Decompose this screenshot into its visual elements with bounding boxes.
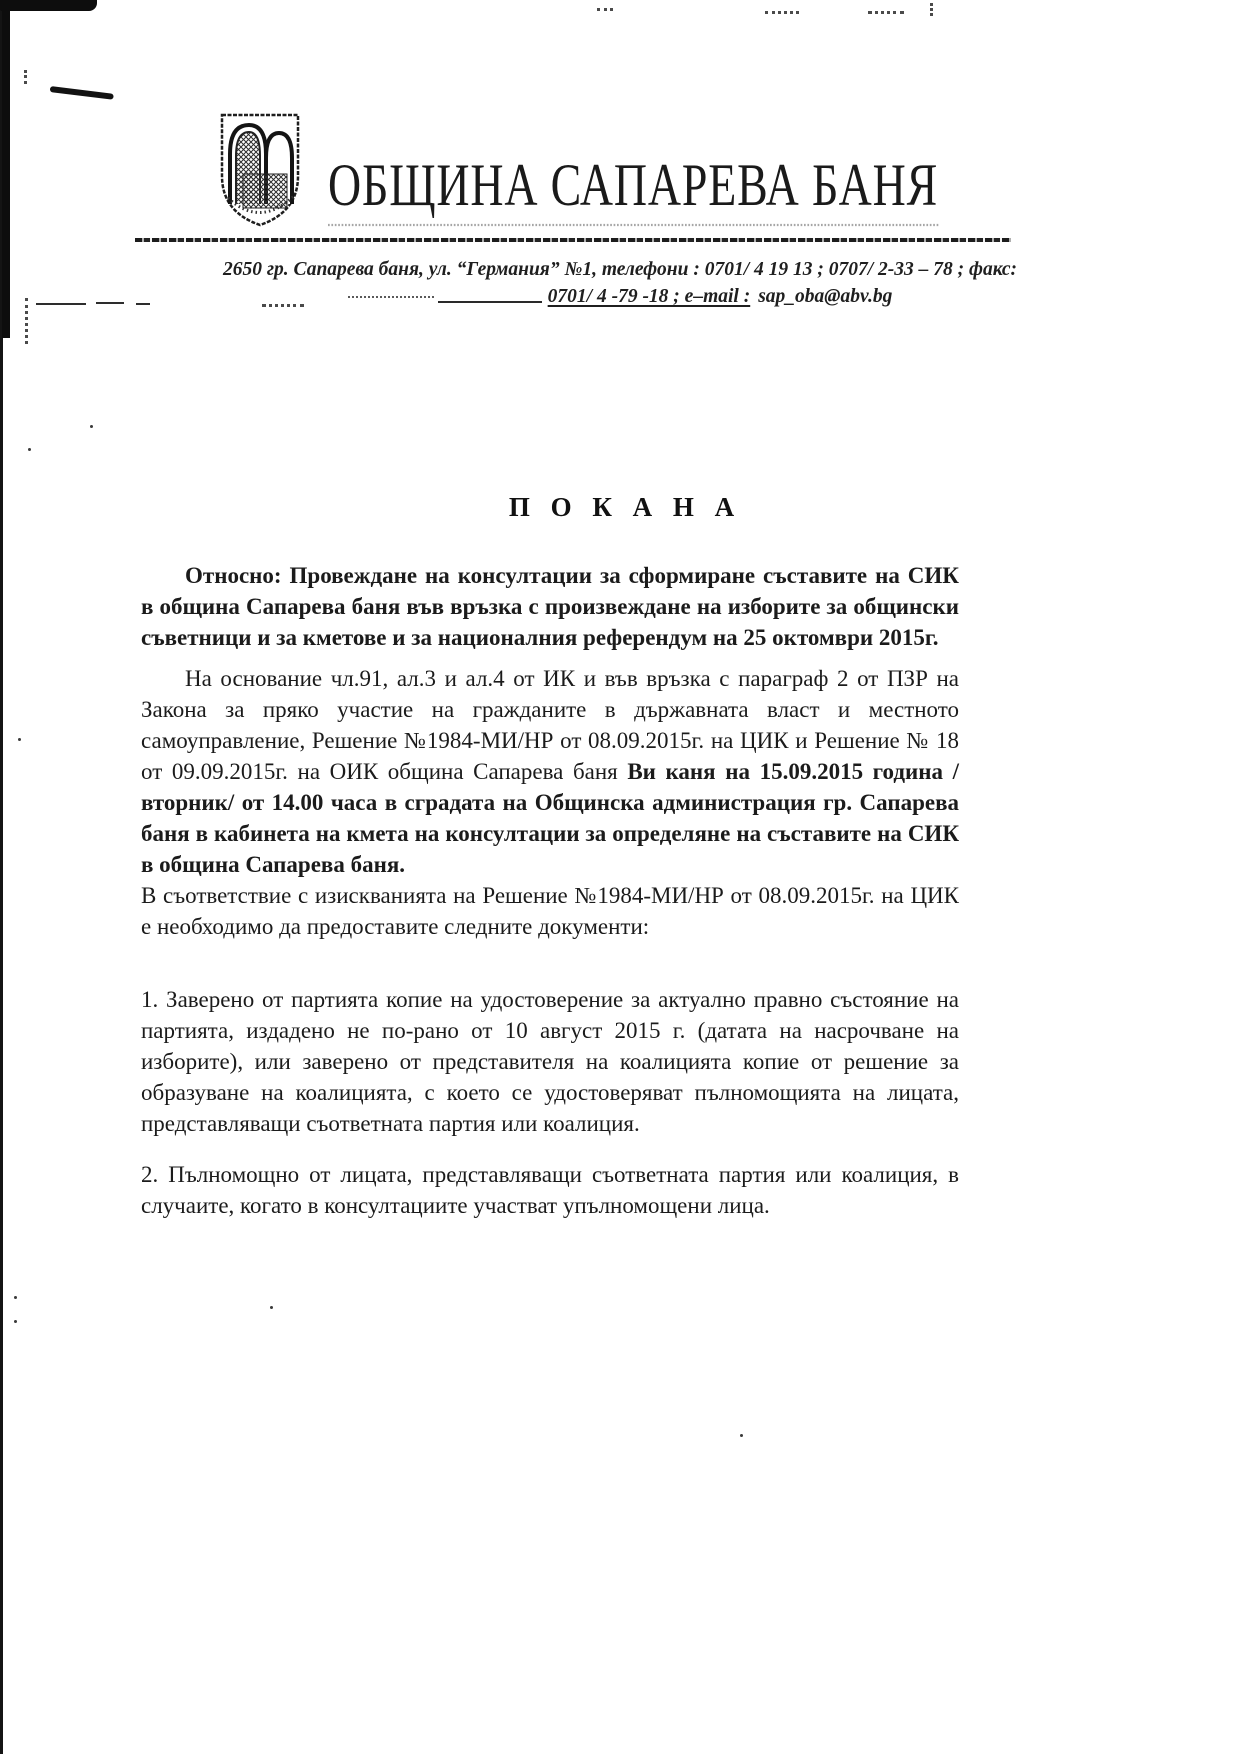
scan-speck	[18, 738, 21, 741]
contact-line-2	[110, 283, 1130, 310]
requirement-item-2: 2. Пълномощно от лицата, представляващи съответната партия или коалиция, в случаите, когато в консултациите участват упълномощени лица.	[141, 1162, 959, 1218]
scan-speck	[868, 11, 904, 14]
scan-underscore-leader	[438, 301, 542, 303]
scan-speck	[14, 1320, 17, 1323]
body-intro-bold-text: Ви каня на 15.09.2015 година /вторник/ от 14.00 часа в сградата на Общинска администрация гр. Сапарева баня в кабинета на кмета на консултации за определяне на съставите на СИК в община Сапарева баня.	[141, 759, 959, 877]
scan-speck	[14, 1296, 17, 1299]
scan-speck	[765, 11, 799, 14]
scan-speck	[597, 8, 613, 11]
fax-email-text: 0701/ 4 -79 -18 ; e–mail :	[547, 286, 751, 307]
scan-speck	[740, 1434, 743, 1437]
document-title: П О К А Н А	[508, 492, 742, 522]
email-address: sap_oba@abv.bg	[758, 286, 893, 307]
scan-border-artifact	[2, 0, 10, 338]
body-intro-paragraph	[141, 663, 959, 880]
scan-dotted-leader	[348, 296, 434, 298]
organization-name: ОБЩИНА САПАРЕВА БАНЯ	[328, 150, 938, 226]
contact-block	[110, 256, 1130, 310]
document-body	[141, 560, 959, 1221]
requirement-item-1: 1. Заверено от партията копие на удостоверение за актуално правно състояние на партията, издадено не по-рано от 10 август 2015 г. (датата на насрочване на изборите), или заверено от представителя на коалицията копие от решение за образуване на коалицията, с което се удостоверяват пълномощията на лицата, представляващи съответната партия или коалиция.	[141, 987, 959, 1136]
scan-dash-artifact	[36, 303, 86, 305]
contact-line-1: 2650 гр. Сапарева баня, ул. “Германия” №1, телефони : 0701/ 4 19 13 ; 0707/ 2-33 – 78 ; факс:	[222, 259, 1018, 280]
requirements-intro: В съответствие с изискванията на Решение №1984-МИ/НР от 08.09.2015г. на ЦИК е необходимо да предоставите следните документи:	[141, 883, 959, 939]
header-divider	[135, 238, 1011, 242]
scan-corner-artifact	[0, 0, 97, 11]
scan-speck	[28, 448, 31, 451]
municipality-emblem-logo	[216, 112, 304, 230]
scan-speck	[90, 425, 93, 428]
scan-speck	[930, 3, 933, 16]
document-subject: Относно: Провеждане на консултации за сформиране съставите на СИК в община Сапарева баня във връзка с произвеждане на изборите за общински съветници и за кметове и за националния референдум на 25 октомври 2015г.	[141, 563, 959, 650]
scan-speck	[25, 298, 28, 344]
scan-speck	[270, 1306, 273, 1309]
municipality-emblem-icon	[216, 112, 304, 230]
scan-speck	[24, 70, 27, 84]
pen-stroke-artifact	[50, 86, 114, 100]
body-intro-normal-text: На основание чл.91, ал.3 и ал.4 от ИК и във връзка с параграф 2 от ПЗР на Закона за пряко участие на гражданите в държавната власт и местното самоуправление, Решение №1984-МИ/НР от 08.09.2015г. на ЦИК и Решение № 18 от 09.09.2015г. на ОИК община Сапарева баня	[141, 666, 959, 784]
